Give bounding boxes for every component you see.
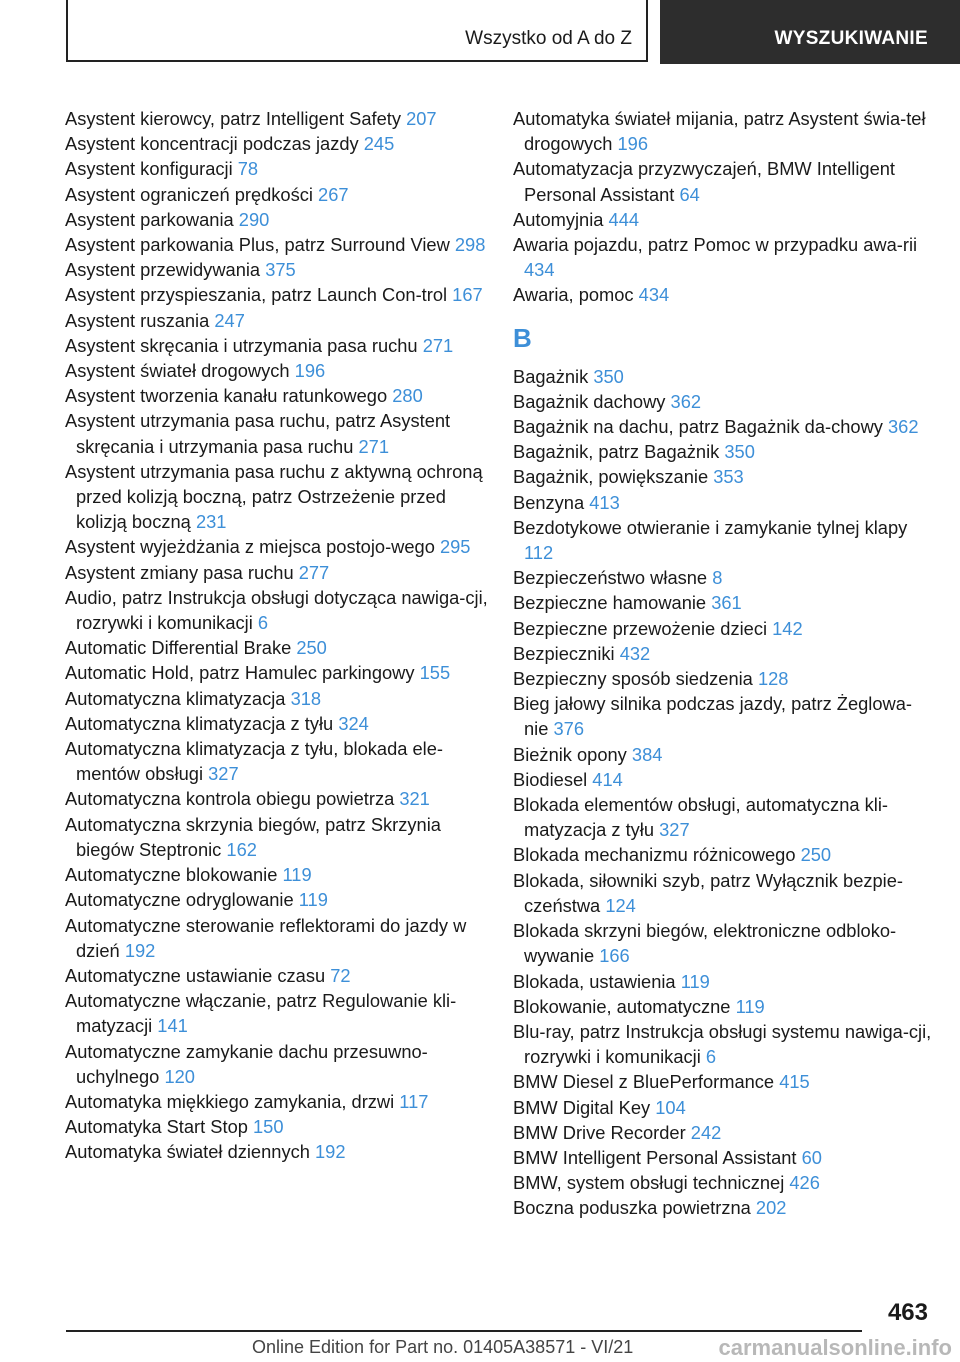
index-entry [513, 232, 933, 282]
page-link[interactable]: 318 [290, 687, 322, 709]
entry-text: Automatyczna klimatyzacja [65, 687, 286, 709]
entry-text: Benzyna [513, 491, 585, 513]
index-entry [65, 812, 490, 862]
entry-text: Asystent utrzymania pasa ruchu z aktywną ochroną przed kolizją boczną, patrz Ostrzeżenie przed kolizją boczną [65, 460, 483, 533]
page-link[interactable]: 415 [779, 1071, 810, 1093]
page-link[interactable]: 6 [705, 1046, 717, 1068]
page-link[interactable]: 245 [363, 133, 395, 155]
page-link[interactable]: 250 [296, 637, 327, 659]
entry-text: Asystent parkowania [65, 208, 234, 230]
entry-text: Automatyczna kontrola obiegu powietrza [65, 788, 395, 810]
index-entry [513, 792, 933, 842]
page-link[interactable]: 120 [164, 1065, 195, 1087]
page-link[interactable]: 434 [638, 284, 670, 306]
index-entry [65, 459, 490, 535]
page-link[interactable]: 231 [195, 511, 227, 533]
entry-text: Bezdotykowe otwieranie i zamykanie tylnej klapy [513, 516, 908, 538]
section-title: Wszystko od A do Z [465, 28, 632, 49]
page-link[interactable]: 162 [226, 838, 257, 860]
page-link[interactable]: 324 [338, 712, 369, 734]
index-column-right [513, 106, 933, 1221]
index-entry [513, 1195, 933, 1220]
entry-text: Bezpieczny sposób siedzenia [513, 668, 753, 690]
page-link[interactable]: 8 [712, 567, 723, 589]
entry-text: Bezpieczne przewożenie dzieci [513, 617, 768, 639]
entry-text: Asystent ruszania [65, 309, 210, 331]
page-link[interactable]: 327 [208, 763, 239, 785]
page-link[interactable]: 444 [608, 208, 640, 230]
index-entry [65, 786, 490, 811]
index-entry [513, 918, 933, 968]
entry-text: Automatic Differential Brake [65, 637, 292, 659]
page-link[interactable]: 119 [735, 995, 765, 1017]
entry-text: Awaria pojazdu, patrz Pomoc w przypadku awa-rii [513, 234, 918, 256]
entry-text: Blu-ray, patrz Instrukcja obsługi systemu nawiga-cji, rozrywki i komunikacji [513, 1020, 932, 1068]
index-entry [513, 156, 933, 206]
index-entry [65, 1039, 490, 1089]
page-number: 463 [887, 1299, 928, 1326]
entry-text: BMW Drive Recorder [513, 1121, 686, 1143]
index-entry [65, 308, 490, 333]
index-entry [65, 635, 490, 660]
entry-text: Asystent skręcania i utrzymania pasa ruchu [65, 334, 418, 356]
index-entry [65, 1139, 490, 1164]
page-link[interactable]: 353 [713, 466, 744, 488]
page-link[interactable]: 6 [257, 612, 269, 634]
index-entry [513, 868, 933, 918]
page-link[interactable]: 426 [789, 1172, 820, 1194]
index-entry [513, 666, 933, 691]
entry-text: Asystent konfiguracji [65, 158, 233, 180]
section-letter-b: B [513, 322, 532, 353]
page-link[interactable]: 384 [631, 743, 663, 765]
index-entry [65, 534, 490, 559]
page-link[interactable]: 119 [680, 970, 710, 992]
index-entry [65, 156, 490, 181]
entry-text: Automatyczne odryglowanie [65, 889, 294, 911]
index-entry [65, 333, 490, 358]
index-entry [65, 660, 490, 685]
page-link[interactable]: 414 [592, 768, 623, 790]
page-link[interactable]: 128 [757, 668, 789, 690]
page-link[interactable]: 196 [294, 360, 326, 382]
entry-text: Blokada elementów obsługi, automatyczna kli-matyzacja z tyłu [513, 794, 888, 841]
page-link[interactable]: 104 [655, 1096, 686, 1118]
entry-text: Blokada mechanizmu różnicowego [513, 844, 796, 866]
index-entry [65, 736, 490, 786]
entry-text: Asystent wyjeżdżania z miejsca postojo-wego [65, 536, 435, 558]
page-link[interactable]: 321 [399, 788, 430, 810]
index-entry [513, 106, 933, 156]
index-entry [513, 994, 933, 1019]
index-entry [65, 106, 490, 131]
index-entry [513, 1120, 933, 1145]
index-entry [513, 414, 933, 439]
index-entry [65, 1089, 490, 1114]
entry-text: Boczna poduszka powietrzna [513, 1197, 751, 1219]
index-entry [513, 389, 933, 414]
entry-text: Automatyczne ustawianie czasu [65, 964, 326, 986]
page-link[interactable]: 119 [282, 864, 312, 886]
index-column-left [65, 106, 490, 1165]
entry-text: Bagażnik [513, 365, 589, 387]
page-link[interactable]: 295 [439, 536, 471, 558]
index-entry [65, 862, 490, 887]
page-link[interactable]: 434 [524, 259, 555, 281]
index-entry [513, 1145, 933, 1170]
entry-text: Asystent przewidywania [65, 259, 261, 281]
index-entry [65, 913, 490, 963]
index-entry [65, 560, 490, 585]
index-entry [65, 1114, 490, 1139]
index-entry [513, 207, 933, 232]
entry-text: Automatyczne blokowanie [65, 864, 278, 886]
page-link[interactable]: 362 [888, 416, 919, 438]
footer-divider [66, 1330, 862, 1332]
page-link[interactable]: 242 [690, 1121, 722, 1143]
index-entry [65, 963, 490, 988]
entry-text: Asystent świateł drogowych [65, 360, 290, 382]
index-group-a [513, 106, 933, 308]
page-link[interactable]: 277 [298, 561, 330, 583]
index-entry [513, 590, 933, 615]
index-entry [513, 641, 933, 666]
index-entry [65, 182, 490, 207]
entry-text: Automatyka świateł mijania, patrz Asystent świa-teł drogowych [513, 108, 926, 155]
index-entry [65, 358, 490, 383]
page-link[interactable]: 166 [599, 945, 630, 967]
page-link[interactable]: 350 [724, 441, 755, 463]
entry-text: Asystent utrzymania pasa ruchu, patrz Asystent skręcania i utrzymania pasa ruchu [65, 410, 451, 457]
page-link[interactable]: 167 [452, 284, 483, 306]
index-group-b [513, 364, 933, 1221]
index-entry [513, 364, 933, 389]
index-entry [513, 515, 933, 565]
index-entry [513, 969, 933, 994]
index-entry [513, 691, 933, 741]
index-entry [65, 282, 490, 307]
watermark: carmanualsonline.info [718, 1335, 952, 1360]
footer-edition: Online Edition for Part no. 01405A38571 - VI/21 [252, 1337, 634, 1357]
index-entry [65, 383, 490, 408]
entry-text: Blokada skrzyni biegów, elektroniczne odbloko-wywanie [513, 920, 897, 967]
index-entry [513, 1095, 933, 1120]
entry-text: Blokada, siłowniki szyb, patrz Wyłącznik bezpie-czeństwa [513, 869, 903, 916]
index-entry [65, 988, 490, 1038]
page-link[interactable]: 192 [314, 1141, 346, 1163]
page-link[interactable]: 117 [399, 1090, 429, 1112]
entry-text: Bagażnik dachowy [513, 390, 666, 412]
entry-text: Automatyczna klimatyzacja z tyłu, blokada ele-mentów obsługi [65, 738, 443, 785]
index-entry [513, 490, 933, 515]
entry-text: Automatyczne włączanie, patrz Regulowanie kli-matyzacji [65, 990, 457, 1037]
page-link[interactable]: 112 [524, 542, 554, 564]
page-link[interactable]: 271 [422, 334, 454, 356]
entry-text: Blokada, ustawienia [513, 970, 676, 992]
entry-text: Asystent kierowcy, patrz Intelligent Safety [65, 108, 401, 129]
section-header-tab[interactable] [66, 0, 648, 62]
index-entry [513, 767, 933, 792]
index-entry [65, 887, 490, 912]
index-entry [65, 207, 490, 232]
entry-text: Bagażnik, powiększanie [513, 466, 709, 488]
page-link[interactable]: 350 [593, 365, 624, 387]
index-entry [513, 616, 933, 641]
index-entry [513, 842, 933, 867]
index-entry [513, 439, 933, 464]
entry-text: Asystent parkowania Plus, patrz Surround View [65, 234, 450, 256]
entry-text: Asystent ograniczeń prędkości [65, 183, 313, 205]
index-entry [513, 1170, 933, 1195]
entry-text: BMW, system obsługi technicznej [513, 1172, 785, 1194]
index-entry [513, 565, 933, 590]
entry-text: Automatyczne sterowanie reflektorami do jazdy w dzień [65, 914, 467, 961]
entry-text: Blokowanie, automatyczne [513, 995, 731, 1017]
entry-text: Automatyzacja przyzwyczajeń, BMW Intelligent Personal Assistant [513, 158, 896, 205]
page-link[interactable]: 155 [419, 662, 451, 684]
entry-text: Bieg jałowy silnika podczas jazdy, patrz Żeglowa-nie [513, 693, 912, 740]
page-link[interactable]: 361 [711, 592, 742, 614]
index-entry [65, 257, 490, 282]
page-link[interactable]: 267 [318, 183, 349, 205]
entry-text: Bezpieczniki [513, 642, 615, 664]
page-link[interactable]: 271 [358, 435, 390, 457]
entry-text: Bezpieczeństwo własne [513, 567, 708, 589]
entry-text: Awaria, pomoc [513, 284, 634, 306]
page-link[interactable]: 192 [124, 939, 156, 961]
index-entry [513, 1019, 933, 1069]
entry-text: Asystent przyspieszania, patrz Launch Con-trol [65, 284, 448, 306]
page-link[interactable]: 413 [589, 491, 620, 513]
entry-text: BMW Digital Key [513, 1096, 651, 1118]
index-entry [65, 585, 490, 635]
entry-text: Audio, patrz Instrukcja obsługi dotycząca nawiga-cji, rozrywki i komunikacji [65, 586, 488, 634]
entry-text: Automatyka Start Stop [65, 1116, 248, 1138]
entry-text: Bagażnik na dachu, patrz Bagażnik da-chowy [513, 416, 883, 438]
entry-text: Automatyka miękkiego zamykania, drzwi [65, 1090, 395, 1112]
entry-text: Automatyczna klimatyzacja z tyłu [65, 712, 334, 734]
page-link[interactable]: 247 [214, 309, 245, 331]
entry-text: Automatyczna skrzynia biegów, patrz Skrzynia biegów Steptronic [65, 813, 441, 860]
page-link[interactable]: 375 [265, 259, 296, 281]
page-link[interactable]: 250 [800, 844, 832, 866]
search-tab-label: WYSZUKIWANIE [774, 28, 928, 49]
page-link[interactable]: 196 [617, 133, 649, 155]
page-link[interactable]: 202 [755, 1197, 787, 1219]
entry-text: Automatyka świateł dziennych [65, 1141, 310, 1163]
page-link[interactable]: 64 [679, 183, 700, 205]
entry-text: Automyjnia [513, 208, 604, 230]
page-link[interactable]: 60 [801, 1146, 822, 1168]
page-link[interactable]: 432 [619, 642, 651, 664]
entry-text: Asystent zmiany pasa ruchu [65, 561, 294, 583]
page-link[interactable]: 376 [553, 718, 585, 740]
index-entry [65, 686, 490, 711]
page-link[interactable]: 298 [454, 234, 486, 256]
page-link[interactable]: 124 [605, 894, 636, 916]
index-entry [65, 408, 490, 458]
page-link[interactable]: 327 [659, 819, 690, 841]
index-entry [513, 1069, 933, 1094]
page-link[interactable]: 362 [670, 390, 702, 412]
entry-text: Bagażnik, patrz Bagażnik [513, 441, 720, 463]
entry-text: Asystent tworzenia kanału ratunkowego [65, 385, 388, 407]
entry-text: Automatic Hold, patrz Hamulec parkingowy [65, 662, 415, 684]
entry-text: Asystent koncentracji podczas jazdy [65, 133, 359, 155]
page-link[interactable]: 78 [237, 158, 259, 180]
page-link[interactable]: 150 [253, 1116, 284, 1138]
entry-text: BMW Diesel z BluePerformance [513, 1071, 775, 1093]
index-entry [65, 232, 490, 257]
page-link[interactable]: 72 [330, 964, 351, 986]
entry-text: BMW Intelligent Personal Assistant [513, 1146, 797, 1168]
index-entry [513, 464, 933, 489]
index-entry [65, 131, 490, 156]
entry-text: Automatyczne zamykanie dachu przesuwno-uchylnego [65, 1040, 428, 1087]
index-entry [65, 711, 490, 736]
index-entry [513, 742, 933, 767]
page-link[interactable]: 119 [298, 889, 328, 911]
page-link[interactable]: 142 [772, 617, 803, 639]
entry-text: Biodiesel [513, 768, 588, 790]
entry-text: Bezpieczne hamowanie [513, 592, 707, 614]
page-link[interactable]: 141 [157, 1015, 188, 1037]
page-link[interactable]: 207 [406, 108, 437, 129]
index-entry [513, 282, 933, 307]
search-tab[interactable] [660, 0, 960, 64]
page-link[interactable]: 280 [392, 385, 423, 407]
page-link[interactable]: 290 [238, 208, 270, 230]
entry-text: Bieżnik opony [513, 743, 627, 765]
